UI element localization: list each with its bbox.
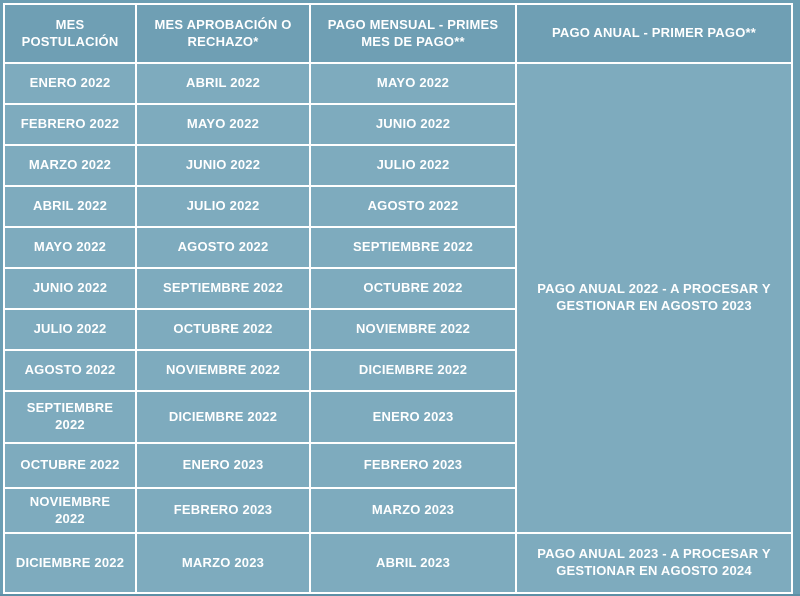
cell-pago-mensual: MARZO 2023	[310, 488, 516, 533]
cell-mes-aprobacion: MAYO 2022	[136, 104, 310, 145]
cell-pago-mensual: OCTUBRE 2022	[310, 268, 516, 309]
cell-mes-aprobacion: ABRIL 2022	[136, 63, 310, 104]
cell-mes-postulacion: MAYO 2022	[4, 227, 136, 268]
cell-pago-anual: PAGO ANUAL 2022 - A PROCESAR Y GESTIONAR EN AGOSTO 2023	[516, 63, 792, 533]
cell-mes-aprobacion: MARZO 2023	[136, 533, 310, 593]
cell-pago-mensual: MAYO 2022	[310, 63, 516, 104]
cell-mes-postulacion: NOVIEMBRE 2022	[4, 488, 136, 533]
cell-pago-mensual: ABRIL 2023	[310, 533, 516, 593]
cell-mes-postulacion: MARZO 2022	[4, 145, 136, 186]
cell-pago-mensual: JULIO 2022	[310, 145, 516, 186]
cell-mes-aprobacion: DICIEMBRE 2022	[136, 391, 310, 443]
cell-mes-postulacion: OCTUBRE 2022	[4, 443, 136, 488]
payment-schedule-table	[3, 3, 793, 594]
cell-pago-mensual: DICIEMBRE 2022	[310, 350, 516, 391]
cell-mes-postulacion: SEPTIEMBRE 2022	[4, 391, 136, 443]
cell-pago-anual: PAGO ANUAL 2023 - A PROCESAR Y GESTIONAR EN AGOSTO 2024	[516, 533, 792, 593]
cell-pago-mensual: ENERO 2023	[310, 391, 516, 443]
cell-mes-postulacion: ENERO 2022	[4, 63, 136, 104]
cell-mes-aprobacion: FEBRERO 2023	[136, 488, 310, 533]
header-row	[4, 4, 792, 63]
cell-mes-postulacion: ABRIL 2022	[4, 186, 136, 227]
cell-mes-aprobacion: ENERO 2023	[136, 443, 310, 488]
table-row	[4, 63, 792, 104]
cell-mes-aprobacion: JULIO 2022	[136, 186, 310, 227]
cell-mes-aprobacion: JUNIO 2022	[136, 145, 310, 186]
table-body	[4, 63, 792, 593]
cell-pago-mensual: NOVIEMBRE 2022	[310, 309, 516, 350]
cell-mes-aprobacion: SEPTIEMBRE 2022	[136, 268, 310, 309]
cell-pago-mensual: SEPTIEMBRE 2022	[310, 227, 516, 268]
table-header	[4, 4, 792, 63]
cell-mes-postulacion: JULIO 2022	[4, 309, 136, 350]
column-header-mes-aprobacion: MES APROBACIÓN O RECHAZO*	[136, 4, 310, 63]
table-row	[4, 533, 792, 593]
cell-pago-mensual: AGOSTO 2022	[310, 186, 516, 227]
column-header-mes-postulacion: MES POSTULACIÓN	[4, 4, 136, 63]
cell-mes-postulacion: FEBRERO 2022	[4, 104, 136, 145]
cell-mes-aprobacion: AGOSTO 2022	[136, 227, 310, 268]
cell-mes-aprobacion: OCTUBRE 2022	[136, 309, 310, 350]
cell-mes-postulacion: JUNIO 2022	[4, 268, 136, 309]
column-header-pago-anual: PAGO ANUAL - PRIMER PAGO**	[516, 4, 792, 63]
cell-pago-mensual: FEBRERO 2023	[310, 443, 516, 488]
cell-pago-mensual: JUNIO 2022	[310, 104, 516, 145]
cell-mes-postulacion: AGOSTO 2022	[4, 350, 136, 391]
cell-mes-aprobacion: NOVIEMBRE 2022	[136, 350, 310, 391]
cell-mes-postulacion: DICIEMBRE 2022	[4, 533, 136, 593]
column-header-pago-mensual: PAGO MENSUAL - PRIMES MES DE PAGO**	[310, 4, 516, 63]
